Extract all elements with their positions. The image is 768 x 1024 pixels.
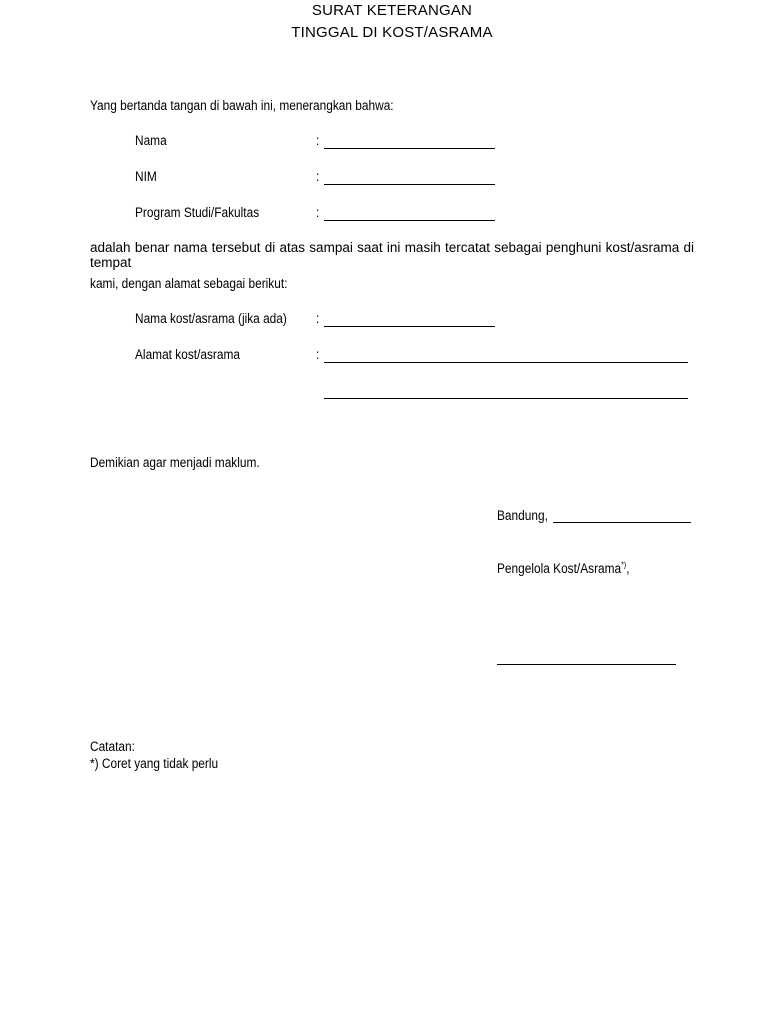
statement-line-1: adalah benar nama tersebut di atas sampai saat ini masih tercatat sebagai penghuni kost/asrama di tempat: [90, 240, 694, 270]
field-label-nama-kost: Nama kost/asrama (jika ada): [135, 311, 287, 326]
signature-role: [497, 561, 630, 576]
signature-place: Bandung,: [497, 508, 548, 523]
field-colon-nim: :: [316, 169, 320, 184]
signature-role-mark: *): [621, 560, 627, 570]
notes-item: *) Coret yang tidak perlu: [90, 756, 219, 771]
field-label-nama: Nama: [135, 133, 167, 148]
blank-line-program-studi[interactable]: [324, 220, 495, 221]
blank-line-nama-kost[interactable]: [324, 326, 495, 327]
blank-line-nama[interactable]: [324, 148, 495, 149]
statement-line-2: kami, dengan alamat sebagai berikut:: [90, 276, 288, 291]
field-colon-program-studi: :: [316, 205, 320, 220]
closing-text: Demikian agar menjadi maklum.: [90, 455, 260, 470]
signature-role-suffix: ,: [626, 561, 630, 576]
document-title-line-2: TINGGAL DI KOST/ASRAMA: [291, 24, 493, 41]
blank-line-alamat-kost-1[interactable]: [324, 362, 688, 363]
blank-line-date[interactable]: [553, 522, 691, 523]
notes-heading: Catatan:: [90, 739, 135, 754]
blank-line-alamat-kost-2[interactable]: [324, 398, 688, 399]
field-label-program-studi: Program Studi/Fakultas: [135, 205, 260, 220]
document-title-line-1: SURAT KETERANGAN: [311, 2, 473, 19]
field-colon-nama: :: [316, 133, 320, 148]
blank-line-nim[interactable]: [324, 184, 495, 185]
field-label-alamat-kost: Alamat kost/asrama: [135, 347, 240, 362]
intro-text: Yang bertanda tangan di bawah ini, menerangkan bahwa:: [90, 98, 394, 113]
field-colon-alamat-kost: :: [316, 347, 320, 362]
signature-role-text: Pengelola Kost/Asrama: [497, 561, 622, 576]
blank-line-signature[interactable]: [497, 664, 676, 665]
field-label-nim: NIM: [135, 169, 157, 184]
field-colon-nama-kost: :: [316, 311, 320, 326]
